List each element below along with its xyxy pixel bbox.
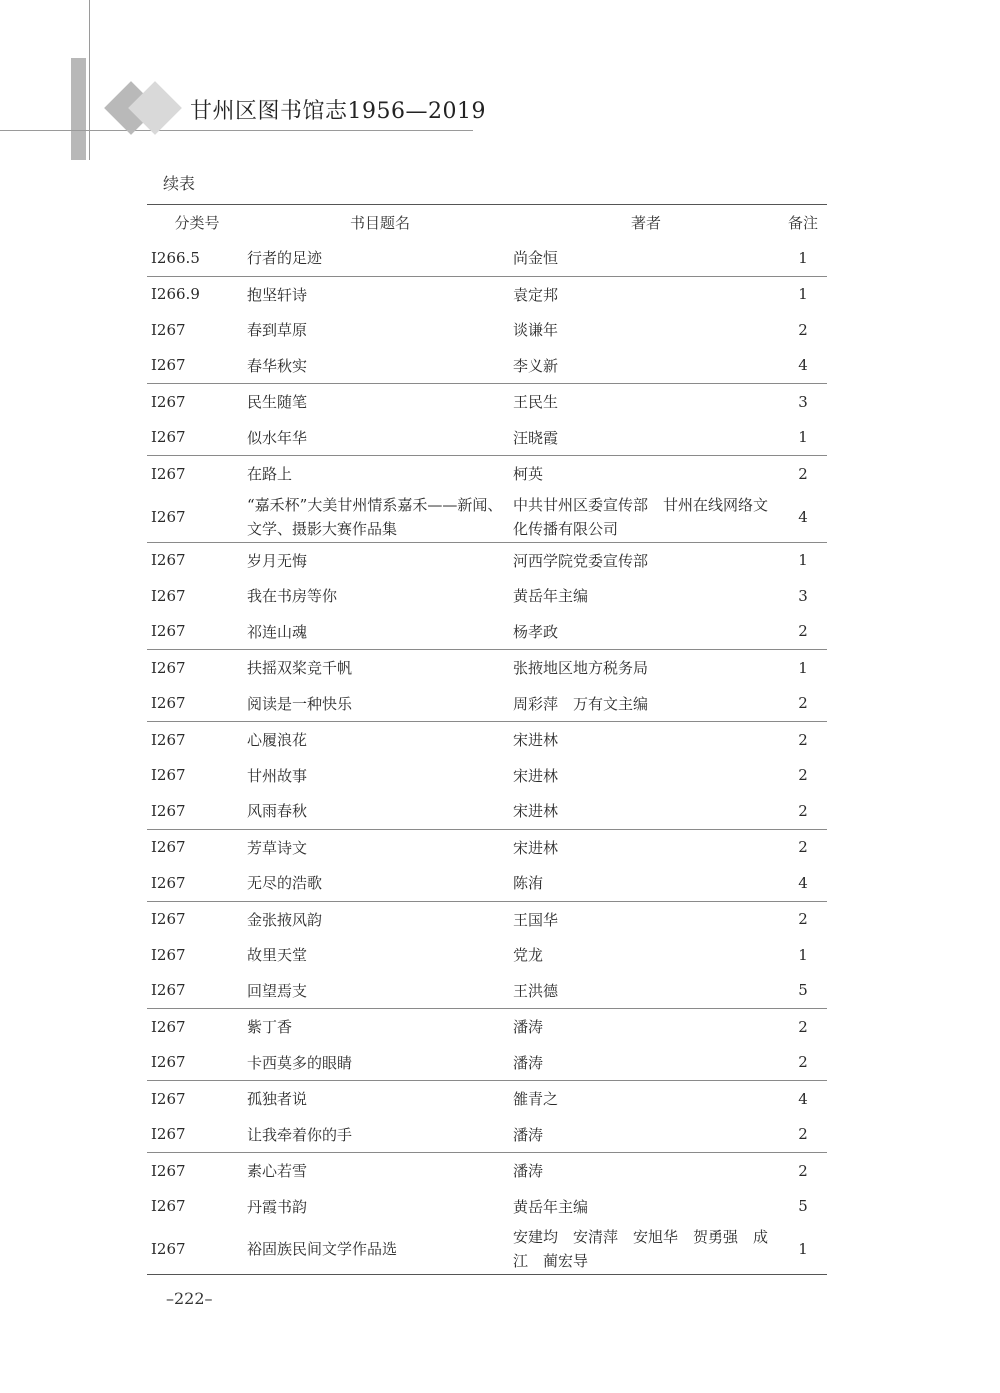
book-title-cell: 阅读是一种快乐	[247, 694, 353, 713]
class-number-cell: I267	[151, 801, 186, 820]
book-title-cell: 卡西莫多的眼睛	[247, 1053, 353, 1072]
table-row	[147, 384, 827, 420]
remark-cell: 1	[798, 248, 808, 267]
book-title-cell: 故里天堂	[247, 946, 308, 965]
remark-cell: 2	[779, 722, 827, 758]
book-title-cell: 孤独者说	[247, 1081, 513, 1117]
book-title-cell: 回望焉支	[247, 981, 308, 1000]
class-number-cell: I267	[151, 586, 186, 605]
author-cell: 尚金恒	[513, 249, 559, 268]
table-row	[147, 1081, 827, 1117]
remark-cell: 1	[779, 1224, 827, 1275]
author-cell: 袁定邦	[513, 276, 779, 312]
class-number-cell: I267	[147, 1153, 247, 1189]
book-title-cell: 春华秋实	[247, 356, 308, 375]
table-row	[147, 456, 827, 492]
book-title-cell: 扶摇双桨竞千帆	[247, 650, 513, 686]
remark-cell: 2	[779, 1009, 827, 1045]
remark-cell: 2	[779, 456, 827, 492]
table-row	[147, 937, 827, 973]
remark-cell: 4	[798, 507, 808, 526]
table-row	[147, 1224, 827, 1275]
author-cell: 河西学院党委宣传部	[513, 542, 779, 578]
column-header-title: 书目题名	[247, 205, 513, 241]
author-cell: 王洪德	[513, 981, 559, 1000]
book-title-cell: 民生随笔	[247, 384, 513, 420]
table-header-row	[147, 205, 827, 241]
table-row	[147, 492, 827, 543]
book-title-cell: 在路上	[247, 456, 513, 492]
continued-label: 续表	[163, 174, 196, 193]
class-number-cell: I267	[147, 901, 247, 937]
author-cell: 黄岳年主编	[513, 587, 589, 606]
class-number-cell: I267	[151, 945, 186, 964]
book-title-cell: “嘉禾杯”大美甘州情系嘉禾——新闻、文学、摄影大赛作品集	[247, 495, 503, 538]
table-row	[147, 793, 827, 829]
book-title-cell: 我在书房等你	[247, 587, 338, 606]
book-title-cell: 芳草诗文	[247, 829, 513, 865]
book-title-cell: 让我牵着你的手	[247, 1125, 353, 1144]
author-cell: 柯英	[513, 456, 779, 492]
class-number-cell: I266.9	[147, 276, 247, 312]
author-cell: 王国华	[513, 901, 779, 937]
author-cell: 宋进林	[513, 722, 779, 758]
table-row	[147, 312, 827, 348]
class-number-cell: I267	[151, 981, 186, 1000]
class-number-cell: I267	[151, 356, 186, 375]
class-number-cell: I267	[147, 1224, 247, 1275]
table-row	[147, 758, 827, 794]
author-cell: 潘涛	[513, 1125, 544, 1144]
table-row	[147, 348, 827, 384]
book-title-cell: 甘州故事	[247, 766, 308, 785]
class-number-cell: I267	[151, 873, 186, 892]
column-header-class: 分类号	[147, 205, 247, 241]
header-rule	[0, 130, 473, 131]
author-cell: 周彩萍 万有文主编	[513, 694, 649, 713]
table-row	[147, 240, 827, 276]
table-row	[147, 1117, 827, 1153]
class-number-cell: I267	[151, 428, 186, 447]
book-title-cell: 素心若雪	[247, 1153, 513, 1189]
class-number-cell: I266.5	[151, 248, 200, 267]
table-row	[147, 829, 827, 865]
table-row	[147, 973, 827, 1009]
remark-cell: 5	[798, 1197, 808, 1216]
author-cell: 汪晓霞	[513, 428, 559, 447]
remark-cell: 5	[798, 981, 808, 1000]
author-cell: 陈洧	[513, 874, 544, 893]
book-title-cell: 似水年华	[247, 428, 308, 447]
remark-cell: 4	[779, 1081, 827, 1117]
book-title-cell: 风雨春秋	[247, 802, 308, 821]
class-number-cell: I267	[147, 1009, 247, 1045]
book-title-cell: 岁月无悔	[247, 542, 513, 578]
author-cell: 杨孝政	[513, 622, 559, 641]
class-number-cell: I267	[151, 694, 186, 713]
class-number-cell: I267	[147, 650, 247, 686]
author-cell: 潘涛	[513, 1053, 544, 1072]
class-number-cell: I267	[151, 1197, 186, 1216]
remark-cell: 2	[779, 829, 827, 865]
remark-cell: 1	[779, 276, 827, 312]
book-title: 甘州区图书馆志1956—2019	[190, 99, 486, 124]
table-row	[147, 542, 827, 578]
remark-cell: 2	[798, 766, 808, 785]
column-header-remark: 备注	[779, 205, 827, 241]
remark-cell: 2	[798, 694, 808, 713]
class-number-cell: I267	[151, 1053, 186, 1072]
class-number-cell: I267	[151, 766, 186, 785]
book-title-cell: 裕固族民间文学作品选	[247, 1224, 513, 1275]
table-row	[147, 1153, 827, 1189]
book-title-cell: 祁连山魂	[247, 622, 308, 641]
table-row	[147, 1189, 827, 1225]
class-number-cell: I267	[147, 542, 247, 578]
table-row	[147, 650, 827, 686]
author-cell: 宋进林	[513, 829, 779, 865]
book-title-cell: 金张掖风韵	[247, 901, 513, 937]
table-row	[147, 276, 827, 312]
remark-cell: 2	[798, 1125, 808, 1144]
author-cell: 宋进林	[513, 802, 559, 821]
table-row	[147, 1045, 827, 1081]
table-row	[147, 578, 827, 614]
remark-cell: 2	[779, 901, 827, 937]
remark-cell: 2	[779, 1153, 827, 1189]
book-title-cell: 丹霞书韵	[247, 1197, 308, 1216]
author-cell: 宋进林	[513, 766, 559, 785]
remark-cell: 3	[779, 384, 827, 420]
table-row	[147, 901, 827, 937]
class-number-cell: I267	[147, 384, 247, 420]
author-cell: 安建均 安清萍 安旭华 贺勇强 成 江 蔺宏导	[513, 1224, 779, 1275]
class-number-cell: I267	[147, 829, 247, 865]
class-number-cell: I267	[147, 1081, 247, 1117]
remark-cell: 2	[798, 1053, 808, 1072]
table-row	[147, 686, 827, 722]
book-title-cell: 抱坚轩诗	[247, 276, 513, 312]
remark-cell: 1	[798, 428, 808, 447]
class-number-cell: I267	[151, 1125, 186, 1144]
author-cell: 潘涛	[513, 1153, 779, 1189]
book-title-cell: 心履浪花	[247, 722, 513, 758]
table-row	[147, 865, 827, 901]
author-cell: 中共甘州区委宣传部 甘州在线网络文化传播有限公司	[513, 495, 769, 538]
class-number-cell: I267	[147, 722, 247, 758]
class-number-cell: I267	[151, 507, 186, 526]
remark-cell: 2	[798, 622, 808, 641]
class-number-cell: I267	[151, 320, 186, 339]
book-title-cell: 紫丁香	[247, 1009, 513, 1045]
author-cell: 王民生	[513, 384, 779, 420]
table-row	[147, 420, 827, 456]
catalog-table	[147, 204, 827, 1275]
remark-cell: 1	[779, 542, 827, 578]
author-cell: 潘涛	[513, 1009, 779, 1045]
side-bar-decoration	[71, 58, 86, 160]
table-row	[147, 1009, 827, 1045]
author-cell: 党龙	[513, 946, 544, 965]
class-number-cell: I267	[147, 456, 247, 492]
remark-cell: 3	[798, 586, 808, 605]
vertical-rule	[89, 0, 90, 160]
remark-cell: 4	[798, 873, 808, 892]
author-cell: 张掖地区地方税务局	[513, 650, 779, 686]
book-title-cell: 行者的足迹	[247, 249, 323, 268]
author-cell: 李义新	[513, 356, 559, 375]
table-row	[147, 722, 827, 758]
class-number-cell: I267	[151, 622, 186, 641]
page-number: –222–	[166, 1289, 213, 1308]
book-title-cell: 春到草原	[247, 321, 308, 340]
author-cell: 雒青之	[513, 1081, 779, 1117]
table-row	[147, 614, 827, 650]
remark-cell: 4	[798, 356, 808, 375]
remark-cell: 1	[779, 650, 827, 686]
remark-cell: 2	[798, 801, 808, 820]
column-header-author: 著者	[513, 205, 779, 241]
author-cell: 黄岳年主编	[513, 1197, 589, 1216]
remark-cell: 2	[798, 320, 808, 339]
book-title-cell: 无尽的浩歌	[247, 874, 323, 893]
remark-cell: 1	[798, 945, 808, 964]
author-cell: 谈谦年	[513, 321, 559, 340]
